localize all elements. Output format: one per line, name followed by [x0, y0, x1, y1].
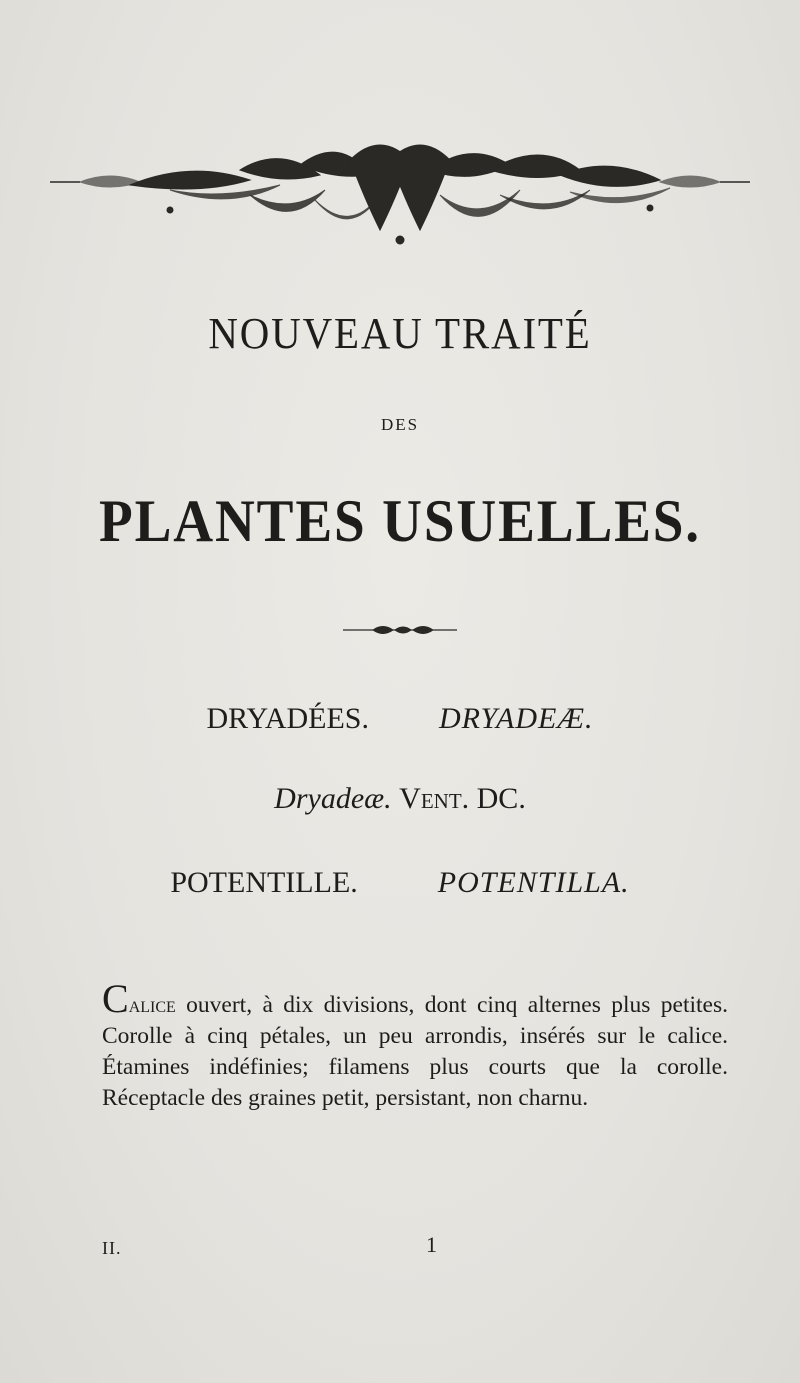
- foliage-garland-icon: [50, 140, 750, 250]
- tribe-authority: Vent. DC.: [399, 782, 526, 815]
- genus-french: POTENTILLE.: [170, 866, 358, 899]
- page-number: 1: [426, 1232, 437, 1257]
- title-line-2: PLANTES USUELLES.: [99, 488, 701, 554]
- genus-latin: POTENTILLA.: [437, 866, 630, 899]
- family-latin: DRYADEÆ.: [439, 702, 594, 735]
- drop-cap: C: [102, 975, 129, 1021]
- tribe-name: Dryadeæ.: [274, 782, 392, 815]
- genus-heading: [0, 866, 800, 900]
- family-heading: [0, 702, 800, 736]
- title-connector: DES: [380, 415, 420, 434]
- tribe-heading: [0, 782, 800, 816]
- description-text: ouvert, à dix divisions, dont cinq alternes plus petites. Corolle à cinq pétales, un peu arrondis, insérés sur le calice. Étamines indéfinies; filamens plus courts que la corolle. Réceptacle des graines petit, persistant, non charnu.: [102, 991, 728, 1111]
- lead-word: alice: [128, 991, 176, 1018]
- genus-description: [102, 975, 728, 1114]
- title-line-1: NOUVEAU TRAITÉ: [208, 309, 592, 358]
- wavy-rule-icon: [343, 623, 457, 637]
- family-french: DRYADÉES.: [206, 702, 369, 735]
- signature-mark: II.: [102, 1238, 122, 1258]
